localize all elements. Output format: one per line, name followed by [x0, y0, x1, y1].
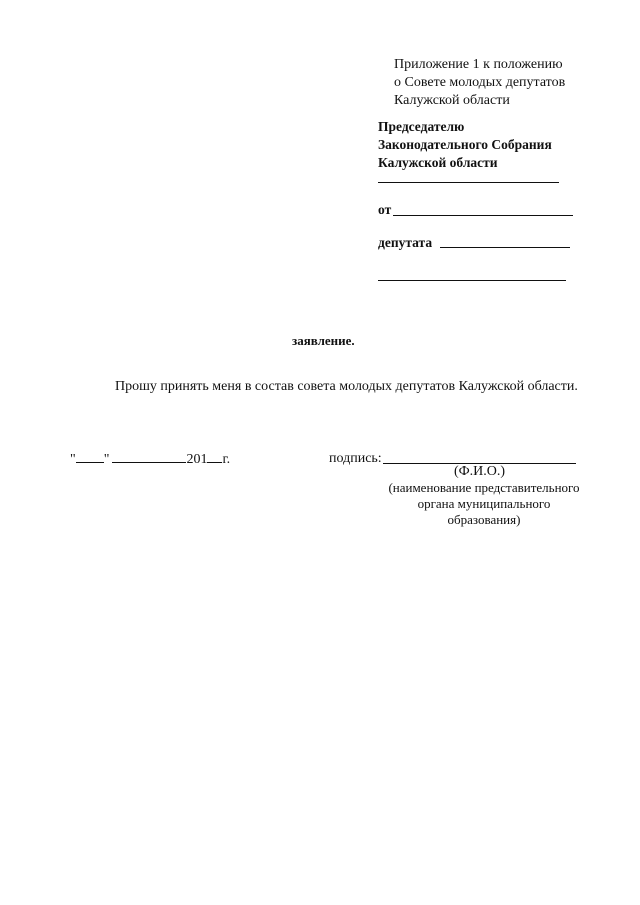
appendix-line-3: Калужской области: [394, 93, 510, 108]
appendix-line-2: о Совете молодых депутатов: [394, 75, 566, 90]
appendix-note: [394, 56, 565, 110]
addressee-line-2: Законодательного Собрания: [378, 137, 552, 152]
addressee-line-3: Калужской области: [378, 155, 498, 170]
appendix-line-1: Приложение 1 к положению: [394, 57, 563, 72]
addressee-block: [378, 118, 552, 172]
addressee-blank-line[interactable]: [378, 182, 559, 183]
deputy-label: депутата: [378, 235, 433, 250]
year-prefix: 201: [186, 452, 208, 467]
document-title: заявление.: [292, 333, 355, 348]
fio-caption: (Ф.И.О.): [453, 464, 506, 479]
year-blank[interactable]: [207, 450, 222, 463]
from-label: от: [378, 202, 392, 217]
deputy-blank-line[interactable]: [440, 247, 570, 248]
org-caption-line-1: (наименование представительного: [388, 480, 580, 495]
month-blank[interactable]: [112, 450, 186, 463]
date-quote-close: ": [103, 452, 110, 467]
org-caption-line-3: образования): [447, 512, 521, 527]
date-field: [70, 450, 230, 469]
date-quote-open: ": [70, 452, 76, 467]
from-field: [378, 201, 391, 219]
signature-field: [329, 450, 382, 468]
org-caption: [376, 480, 592, 528]
org-caption-line-2: органа муниципального: [417, 496, 551, 511]
from-blank-line[interactable]: [393, 215, 573, 216]
addressee-line-1: Председателю: [378, 119, 465, 134]
extra-blank-line[interactable]: [378, 280, 566, 281]
deputy-field: [378, 234, 432, 252]
year-suffix: г.: [222, 452, 231, 467]
body-text: Прошу принять меня в состав совета молодых депутатов Калужской области.: [115, 379, 578, 394]
day-blank[interactable]: [76, 450, 104, 463]
signature-label: подпись:: [329, 451, 382, 466]
